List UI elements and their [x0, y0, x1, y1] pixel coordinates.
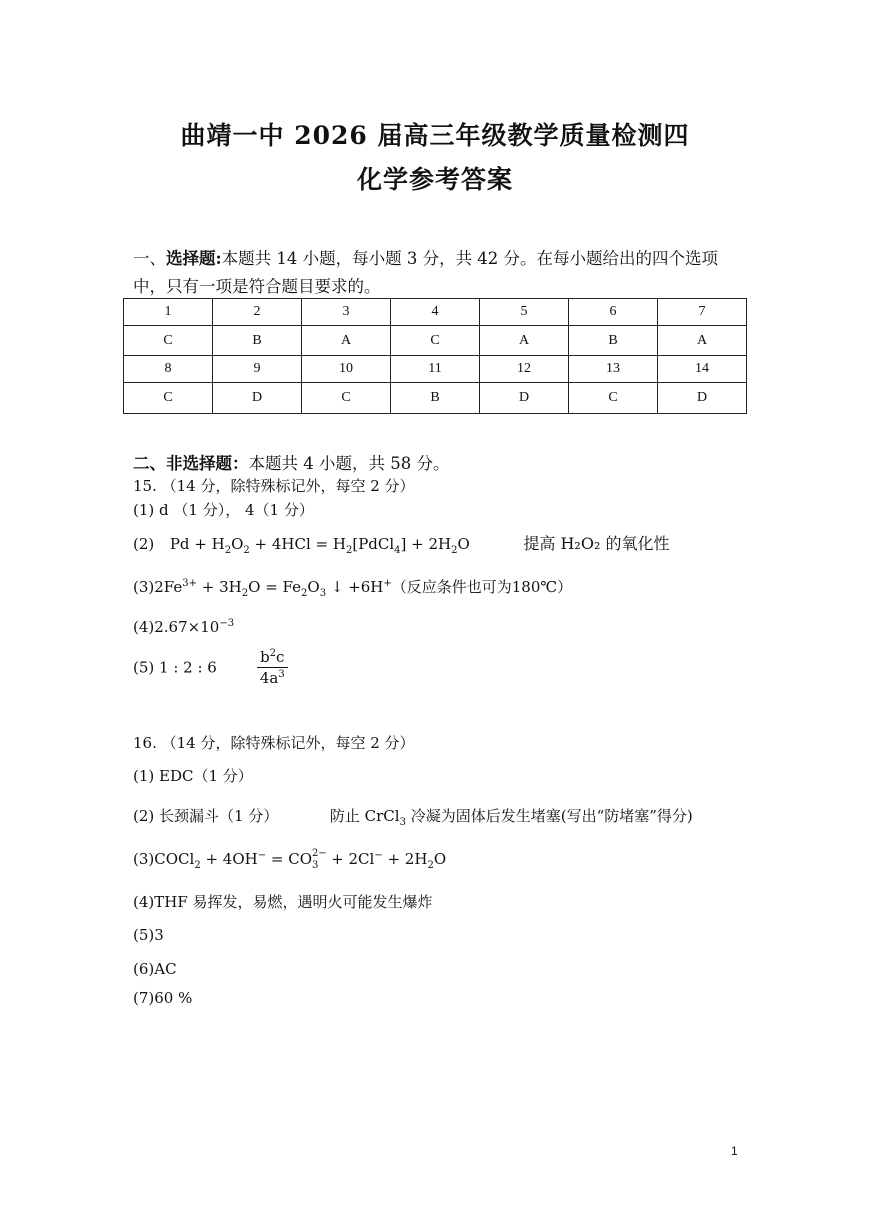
question-number-cell: 11 [391, 356, 480, 383]
q15-p2-note: 提高 H₂O₂ 的氧化性 [523, 534, 670, 553]
eq-part: 2Fe [154, 578, 183, 596]
answer-cell: B [569, 325, 658, 356]
answer-table [123, 298, 747, 414]
q15-part4 [133, 618, 234, 636]
question-number-row [124, 356, 747, 383]
eq-part: ] + 2H [400, 535, 452, 553]
frac-num: b [260, 648, 270, 666]
eq-part: O [433, 850, 447, 868]
q16-p2-a: (2) 长颈漏斗（1 分） [133, 807, 279, 825]
answer-row [124, 383, 747, 414]
question-number-cell: 7 [658, 299, 747, 326]
q16-p3-label: (3) [133, 850, 155, 868]
q15-p4-label: (4) [133, 618, 155, 636]
doc-title: 曲靖一中 2026 届高三年级教学质量检测四 [180, 121, 690, 150]
answer-cell: A [480, 325, 569, 356]
section2-heading [133, 450, 449, 474]
answer-row [124, 325, 747, 356]
eq-part: COCl [154, 850, 195, 868]
question-number-cell: 10 [302, 356, 391, 383]
section1-rest: 本题共 14 小题，每小题 3 分，共 42 分。在每小题给出的四个选项 [221, 249, 719, 268]
answer-cell: D [658, 383, 747, 414]
q16-header: 16. （14 分，除特殊标记外，每空 2 分） [133, 734, 415, 752]
question-number-cell: 2 [213, 299, 302, 326]
q16-part1: (1) EDC（1 分） [133, 767, 253, 785]
answer-cell: B [213, 325, 302, 356]
question-number-cell: 1 [124, 299, 213, 326]
question-number-cell: 6 [569, 299, 658, 326]
answer-cell: C [124, 325, 213, 356]
eq-part: + 2Cl [326, 850, 375, 868]
eq-part: ↓ +6H [326, 578, 384, 596]
eq-part: + 4OH [200, 850, 258, 868]
question-number-cell: 5 [480, 299, 569, 326]
section1-prefix: 一、 [133, 249, 166, 268]
answer-cell: A [302, 325, 391, 356]
q16-part5: (5)3 [133, 926, 164, 944]
eq-part: Pd + H [169, 535, 225, 553]
q15-p5-ratio: (5) 1 : 2 : 6 [133, 658, 217, 677]
q15-p4-exponent: −3 [219, 618, 235, 629]
section1-heading-line2: 中，只有一项是符合题目要求的。 [133, 277, 381, 296]
q16-part7: (7)60 % [133, 989, 193, 1007]
answer-cell: C [124, 383, 213, 414]
section1-bold: 选择题: [166, 249, 222, 268]
eq-part: + 4HCl = H [249, 535, 346, 553]
q15-part2 [133, 531, 669, 556]
eq-part: + 3H [197, 578, 242, 596]
eq-part: = CO [266, 850, 312, 868]
question-number-cell: 9 [213, 356, 302, 383]
eq-part: O [457, 535, 470, 553]
question-number-cell: 14 [658, 356, 747, 383]
eq-part: [PdCl [352, 535, 395, 553]
q16-part3: (3)COCl$_2$ + 4OH− = CO $_{2- 3} + 2Cl^- + 2H_2O$ [133, 848, 447, 871]
eq-part: O = Fe [248, 578, 301, 596]
q15-p3-note: （反应条件也可为180℃） [391, 578, 573, 596]
answer-cell: D [213, 383, 302, 414]
eq-part: O [231, 535, 244, 553]
answer-cell: C [391, 325, 480, 356]
q15-part5 [133, 648, 288, 687]
q15-header: 15. （14 分，除特殊标记外，每空 2 分） [133, 477, 415, 495]
eq-part: + 2H [382, 850, 428, 868]
q16-part2: (2) 长颈漏斗（1 分） 防止 CrCl$_3$ 冷凝为固体后发生堵塞(写出“防堵塞”得分) [133, 807, 693, 828]
q15-p4-value: 2.67×10 [154, 618, 220, 636]
question-number-cell: 8 [124, 356, 213, 383]
q16-part4: (4)THF 易挥发，易燃，遇明火可能发生爆炸 [133, 893, 433, 911]
q15-part1: (1) d （1 分）， 4（1 分） [133, 501, 314, 519]
answer-cell: D [480, 383, 569, 414]
question-number-cell: 13 [569, 356, 658, 383]
q16-p2-c: 冷凝为固体后发生堵塞(写出“防堵塞”得分) [405, 807, 693, 825]
eq-part: O [307, 578, 320, 596]
answer-cell: C [302, 383, 391, 414]
section2-bold: 二、非选择题： [133, 454, 249, 473]
answer-cell: A [658, 325, 747, 356]
section1-heading [133, 245, 718, 269]
question-number-cell: 3 [302, 299, 391, 326]
answer-cell: C [569, 383, 658, 414]
q15-p2-label: (2) [133, 535, 155, 553]
q15-p5-fraction: $\frac{b^2c}{4a^3}$ [257, 648, 288, 687]
doc-subtitle: 化学参考答案 [356, 165, 513, 194]
question-number-cell: 4 [391, 299, 480, 326]
q16-p2-b: 防止 CrCl [329, 807, 400, 825]
q15-p2-equation: $Pd + H_2O_2 + 4HCl$ = $H_2[PdCl_4] + 2H_2O$ [169, 535, 470, 556]
page-number: 1 [731, 1144, 738, 1158]
frac-den: 4a [259, 669, 279, 687]
q15-p3-label: (3) [133, 578, 155, 596]
section2-rest: 本题共 4 小题，共 58 分。 [248, 454, 450, 473]
question-number-row [124, 299, 747, 326]
q15-part3: $(3)2Fe^{3+} + 3H_2O = Fe_2O_3$ ↓ +6H+（反应条件也可为180℃） [133, 578, 573, 599]
answer-cell: B [391, 383, 480, 414]
frac-num2: c [276, 648, 285, 666]
question-number-cell: 12 [480, 356, 569, 383]
q16-part6: (6)AC [133, 960, 177, 978]
